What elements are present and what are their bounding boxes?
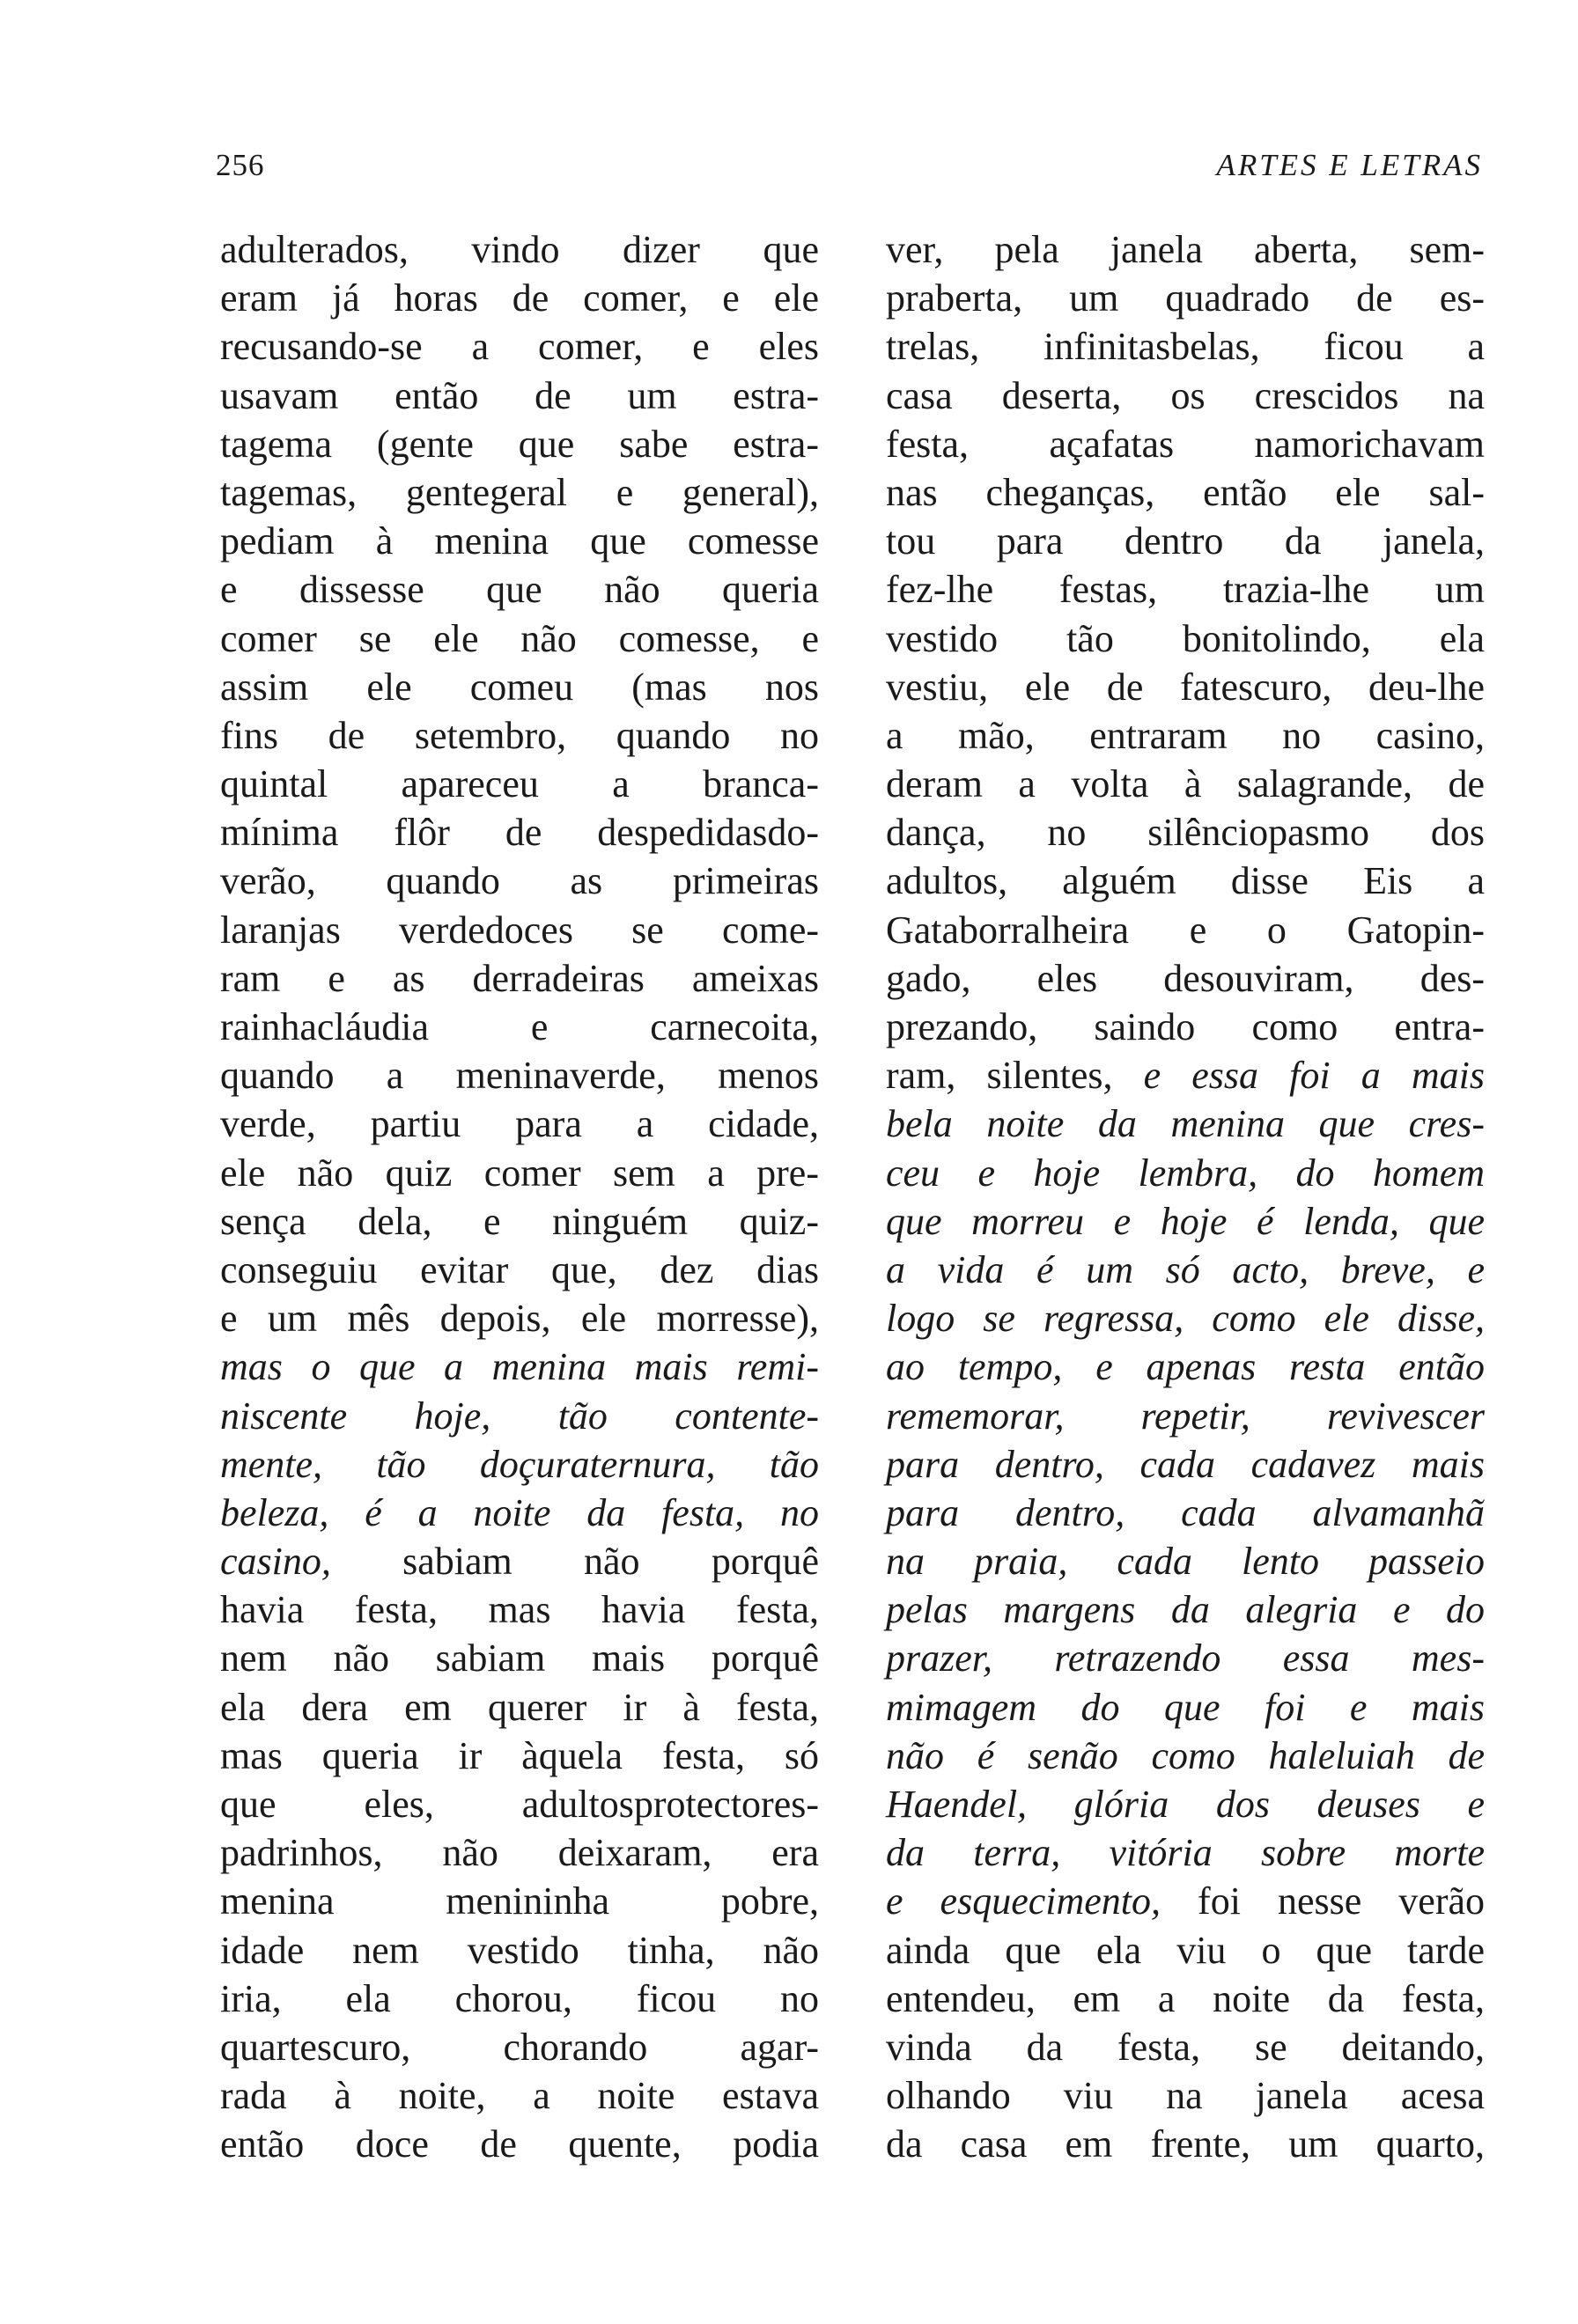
text-line xyxy=(220,517,819,565)
text-run: usavam então de um estra- xyxy=(220,373,819,417)
italic-text-run: ceu e hoje lembra, do homem xyxy=(886,1151,1485,1195)
text-run: adultos, alguém disse Eis a xyxy=(886,859,1485,903)
text-line xyxy=(220,857,819,905)
text-line xyxy=(886,1683,1485,1732)
italic-text-run: Haendel, glória dos deuses e xyxy=(886,1783,1485,1826)
text-run: que eles, adultosprotectores- xyxy=(220,1783,819,1826)
italic-text-run: mente, tão doçuraternura, tão xyxy=(220,1442,819,1486)
text-line xyxy=(220,1828,819,1877)
italic-text-run: para dentro, cada alvamanhã xyxy=(886,1490,1485,1534)
text-line xyxy=(886,225,1485,274)
text-run: vestido tão bonitolindo, ela xyxy=(886,616,1485,660)
text-line xyxy=(220,1003,819,1051)
text-run: foi nesse verão xyxy=(1161,1879,1485,1923)
text-line xyxy=(220,1634,819,1682)
text-line xyxy=(886,1926,1485,1975)
text-run: padrinhos, não deixaram, era xyxy=(220,1831,819,1875)
text-line xyxy=(886,857,1485,905)
text-line xyxy=(220,1294,819,1342)
text-run: dança, no silênciopasmo dos xyxy=(886,811,1485,855)
text-run: ele não quiz comer sem a pre- xyxy=(220,1151,819,1195)
italic-text-run: prazer, retrazendo essa mes- xyxy=(886,1636,1485,1680)
text-run: deram a volta à salagrande, de xyxy=(886,762,1485,806)
italic-text-run: mimagem do que foi e mais xyxy=(886,1685,1485,1729)
text-run: quintal apareceu a branca- xyxy=(220,762,819,806)
text-line xyxy=(886,1197,1485,1246)
text-column-right xyxy=(886,225,1485,2169)
text-run: da casa em frente, um quarto, xyxy=(886,2122,1485,2166)
text-line xyxy=(220,468,819,517)
text-line xyxy=(886,1489,1485,1537)
running-head: ARTES E LETRAS xyxy=(1216,148,1483,182)
text-run: praberta, um quadrado de es- xyxy=(886,276,1485,320)
text-run: comer se ele não comesse, e xyxy=(220,616,819,660)
text-line xyxy=(220,2071,819,2120)
text-line xyxy=(220,274,819,322)
text-line xyxy=(886,1099,1485,1148)
text-run: ainda que ela viu o que tarde xyxy=(886,1928,1485,1972)
text-line xyxy=(220,760,819,808)
text-line xyxy=(886,517,1485,565)
italic-text-run: que morreu e hoje é lenda, que xyxy=(886,1199,1485,1243)
italic-text-run: bela noite da menina que cres- xyxy=(886,1102,1485,1146)
text-line xyxy=(886,1732,1485,1780)
text-line xyxy=(220,1440,819,1489)
text-run: rada à noite, a noite estava xyxy=(220,2074,819,2118)
text-run: iria, ela chorou, ficou no xyxy=(220,1976,819,2020)
text-run: gado, eles desouviram, des- xyxy=(886,956,1485,1000)
text-line xyxy=(220,1197,819,1246)
text-run: conseguiu evitar que, dez dias xyxy=(220,1247,819,1291)
text-line xyxy=(886,1975,1485,2023)
text-line xyxy=(886,1149,1485,1197)
text-run: ram e as derradeiras ameixas xyxy=(220,956,819,1000)
text-line xyxy=(886,371,1485,420)
text-run: rainhacláudia e carnecoita, xyxy=(220,1005,819,1048)
text-line xyxy=(886,565,1485,614)
text-run: olhando viu na janela acesa xyxy=(886,2074,1485,2118)
text-line xyxy=(886,420,1485,468)
text-run: menina menininha pobre, xyxy=(220,1879,819,1923)
text-run: laranjas verdedoces se come- xyxy=(220,908,819,952)
text-run: sença dela, e ninguém quiz- xyxy=(220,1199,819,1243)
text-run: entendeu, em a noite da festa, xyxy=(886,1976,1485,2020)
text-line xyxy=(886,1634,1485,1682)
text-run: então doce de quente, podia xyxy=(220,2122,819,2166)
text-run: Gataborralheira e o Gatopin- xyxy=(886,908,1485,952)
text-run: ver, pela janela aberta, sem- xyxy=(886,228,1485,271)
text-line xyxy=(886,954,1485,1003)
text-run: verão, quando as primeiras xyxy=(220,859,819,903)
italic-text-run: niscente hoje, tão contente- xyxy=(220,1394,819,1438)
italic-text-run: beleza, é a noite da festa, no xyxy=(220,1490,819,1534)
text-line xyxy=(220,565,819,614)
text-line xyxy=(886,1003,1485,1051)
text-run: fez-lhe festas, trazia-lhe um xyxy=(886,568,1485,612)
text-line xyxy=(886,1342,1485,1391)
text-run: pediam à menina que comesse xyxy=(220,519,819,563)
text-column-left xyxy=(220,225,819,2169)
text-line xyxy=(886,1051,1485,1099)
text-line xyxy=(220,1489,819,1537)
text-line xyxy=(220,808,819,857)
text-run: trelas, infinitasbelas, ficou a xyxy=(886,325,1485,369)
text-line xyxy=(220,954,819,1003)
italic-text-run: na praia, cada lento passeio xyxy=(886,1540,1485,1584)
text-line xyxy=(220,1537,819,1585)
text-run: idade nem vestido tinha, não xyxy=(220,1928,819,1972)
italic-text-run: a vida é um só acto, breve, e xyxy=(886,1247,1485,1291)
text-line xyxy=(220,1392,819,1440)
text-run: e dissesse que não queria xyxy=(220,568,819,612)
text-run: havia festa, mas havia festa, xyxy=(220,1588,819,1632)
text-line xyxy=(886,1537,1485,1585)
text-line xyxy=(220,614,819,663)
text-run: quando a meninaverde, menos xyxy=(220,1054,819,1098)
text-run: sabiam não porquê xyxy=(330,1540,819,1584)
text-line xyxy=(886,906,1485,954)
text-line xyxy=(220,1780,819,1828)
text-line xyxy=(220,711,819,760)
text-line xyxy=(886,663,1485,711)
text-line xyxy=(886,2120,1485,2168)
text-run: tou para dentro da janela, xyxy=(886,519,1485,563)
text-line xyxy=(886,274,1485,322)
italic-text-run: não é senão como haleluiah de xyxy=(886,1733,1485,1777)
italic-text-run: pelas margens da alegria e do xyxy=(886,1588,1485,1632)
text-run: festa, açafatas namorichavam xyxy=(886,422,1485,466)
text-line xyxy=(886,1877,1485,1925)
italic-text-run: mas o que a menina mais remi- xyxy=(220,1345,819,1389)
text-line xyxy=(220,1051,819,1099)
text-run: casa deserta, os crescidos na xyxy=(886,373,1485,417)
text-run: recusando-se a comer, e eles xyxy=(220,325,819,369)
text-line xyxy=(886,711,1485,760)
text-line xyxy=(220,1585,819,1634)
text-run: tagemas, gentegeral e general), xyxy=(220,470,819,514)
text-line xyxy=(220,420,819,468)
text-run: adulterados, vindo dizer que xyxy=(220,228,819,271)
text-run: mínima flôr de despedidasdo- xyxy=(220,811,819,855)
italic-text-run: da terra, vitória sobre morte xyxy=(886,1831,1485,1875)
text-line xyxy=(886,322,1485,371)
text-run: prezando, saindo como entra- xyxy=(886,1005,1485,1048)
text-line xyxy=(220,1342,819,1391)
text-line xyxy=(220,1926,819,1975)
text-line xyxy=(220,906,819,954)
text-line xyxy=(220,1683,819,1732)
text-line xyxy=(220,663,819,711)
text-line xyxy=(220,1099,819,1148)
italic-text-run: e essa foi a mais xyxy=(1143,1054,1485,1098)
text-run: mas queria ir àquela festa, só xyxy=(220,1733,819,1777)
text-line xyxy=(220,322,819,371)
text-line xyxy=(220,2120,819,2168)
text-run: fins de setembro, quando no xyxy=(220,713,819,757)
text-line xyxy=(886,1780,1485,1828)
text-run: eram já horas de comer, e ele xyxy=(220,276,819,320)
text-run: a mão, entraram no casino, xyxy=(886,713,1485,757)
text-run: vestiu, ele de fatescuro, deu-lhe xyxy=(886,665,1485,709)
text-run: ram, silentes, xyxy=(886,1054,1144,1098)
text-line xyxy=(220,371,819,420)
text-line xyxy=(886,1440,1485,1489)
text-line xyxy=(220,1732,819,1780)
italic-text-run: casino, xyxy=(220,1540,331,1584)
text-run: verde, partiu para a cidade, xyxy=(220,1102,819,1146)
text-line xyxy=(886,1246,1485,1294)
text-line xyxy=(886,1294,1485,1342)
italic-text-run: ao tempo, e apenas resta então xyxy=(886,1345,1485,1389)
italic-text-run: logo se regressa, como ele disse, xyxy=(886,1297,1485,1341)
text-run: tagema (gente que sabe estra- xyxy=(220,422,819,466)
text-run: nas cheganças, então ele sal- xyxy=(886,470,1485,514)
text-run: quartescuro, chorando agar- xyxy=(220,2025,819,2069)
italic-text-run: rememorar, repetir, revivescer xyxy=(886,1394,1485,1438)
text-run: vinda da festa, se deitando, xyxy=(886,2025,1485,2069)
page-number: 256 xyxy=(216,148,265,182)
text-line xyxy=(220,1246,819,1294)
text-run: ela dera em querer ir à festa, xyxy=(220,1685,819,1729)
text-line xyxy=(886,614,1485,663)
text-line xyxy=(220,1975,819,2023)
italic-text-run: e esquecimento, xyxy=(886,1879,1161,1923)
text-line xyxy=(220,1877,819,1925)
italic-text-run: para dentro, cada cadavez mais xyxy=(886,1442,1485,1486)
text-line xyxy=(220,2023,819,2071)
text-line xyxy=(886,760,1485,808)
text-run: assim ele comeu (mas nos xyxy=(220,665,819,709)
text-line xyxy=(220,1149,819,1197)
text-line xyxy=(886,2071,1485,2120)
text-line xyxy=(220,225,819,274)
text-line xyxy=(886,2023,1485,2071)
text-run: e um mês depois, ele morresse), xyxy=(220,1297,819,1341)
text-line xyxy=(886,1828,1485,1877)
text-line xyxy=(886,1585,1485,1634)
text-line xyxy=(886,808,1485,857)
text-line xyxy=(886,468,1485,517)
text-line xyxy=(886,1392,1485,1440)
text-run: nem não sabiam mais porquê xyxy=(220,1636,819,1680)
